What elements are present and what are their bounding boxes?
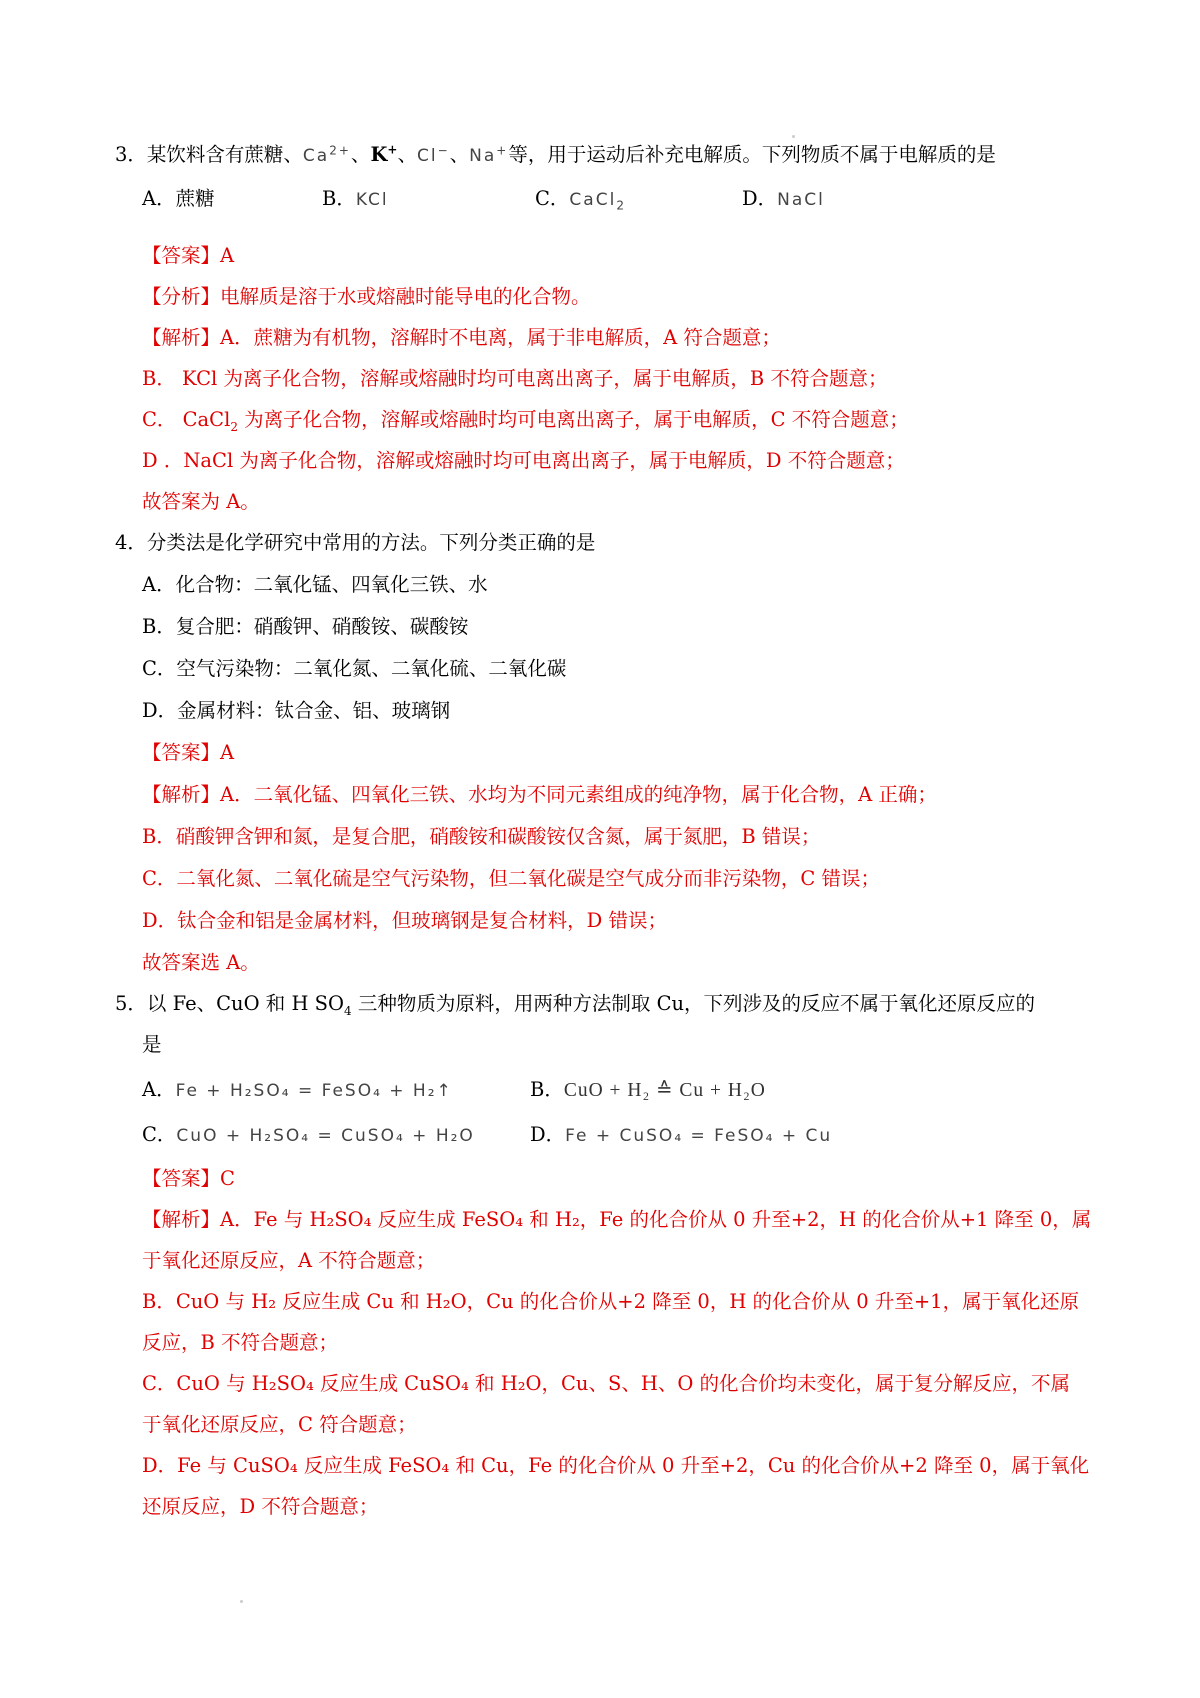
q5-jiexi-a2: 于氧化还原反应，A 不符合题意；	[142, 1249, 436, 1272]
q4-option-a: A．化合物：二氧化锰、四氧化三铁、水	[142, 573, 488, 596]
q5-jiexi-c2: 于氧化还原反应，C 符合题意；	[142, 1413, 417, 1436]
q3-jiexi-d: D ．NaCl 为离子化合物，溶解或熔融时均可电离出离子，属于电解质，D 不符合题意；	[142, 449, 905, 472]
q5-jiexi-b1: B．CuO 与 H₂ 反应生成 Cu 和 H₂O，Cu 的化合价从+2 降至 0，H 的化合价从 0 升至+1，属于氧化还原	[142, 1290, 1080, 1313]
q3-option-b: B．KCl	[322, 187, 389, 210]
q5-jiexi-c1: C．CuO 与 H₂SO₄ 反应生成 CuSO₄ 和 H₂O，Cu、S、H、O 的化合价均未变化，属于复分解反应，不属	[142, 1372, 1071, 1395]
q3-answer: 【答案】A	[142, 244, 235, 267]
q5-jiexi-a1: 【解析】A．Fe 与 H₂SO₄ 反应生成 FeSO₄ 和 H₂，Fe 的化合价从 0 升至+2，H 的化合价从+1 降至 0，属	[142, 1208, 1092, 1231]
q3-jiexi-c: C． CaCl$_2$ 为离子化合物，溶解或熔融时均可电离出离子，属于电解质，C 不符合题意；	[142, 408, 909, 434]
ion-na: Na+	[469, 143, 509, 166]
q4-answer: 【答案】A	[142, 741, 235, 764]
scan-speck	[240, 1600, 243, 1603]
q5-option-b: B．CuO + H₂ ≙ Cu + H₂O	[530, 1078, 766, 1101]
q3-jiexi-b: B． KCl 为离子化合物，溶解或熔融时均可电离出离子，属于电解质，B 不符合题意；	[142, 367, 888, 390]
q3-option-d: D．NaCl	[742, 187, 825, 210]
ion-k: K+	[370, 142, 398, 166]
q3-option-c: C．CaCl$_2$	[535, 187, 626, 213]
q5-stem-line1: 5．以 Fe、CuO 和 H $SO_4$ 三种物质为原料，用两种方法制取 Cu，下列涉及的反应不属于氧化还原反应的	[115, 992, 1036, 1018]
q4-option-b: B．复合肥：硝酸钾、硝酸铵、碳酸铵	[142, 615, 469, 638]
q5-option-c: C．CuO + H₂SO₄ = CuSO₄ + H₂O	[142, 1123, 475, 1146]
q4-jiexi-c: C．二氧化氮、二氧化硫是空气污染物，但二氧化碳是空气成分而非污染物，C 错误；	[142, 867, 881, 890]
scan-speck	[792, 135, 795, 138]
q4-option-d: D．金属材料：钛合金、铝、玻璃钢	[142, 699, 451, 722]
q5-answer: 【答案】C	[142, 1167, 235, 1190]
q4-stem: 4．分类法是化学研究中常用的方法。下列分类正确的是	[115, 531, 596, 554]
q5-option-a: A．Fe + H₂SO₄ = FeSO₄ + H₂↑	[142, 1078, 453, 1101]
q5-jiexi-d1: D．Fe 与 CuSO₄ 反应生成 FeSO₄ 和 Cu，Fe 的化合价从 0 升至+2，Cu 的化合价从+2 降至 0，属于氧化	[142, 1454, 1090, 1477]
ion-cl: Cl−	[416, 143, 450, 166]
q5-option-d: D．Fe + CuSO₄ = FeSO₄ + Cu	[530, 1123, 833, 1146]
q3-jiexi-a: 【解析】A．蔗糖为有机物，溶解时不电离，属于非电解质，A 符合题意；	[142, 326, 781, 349]
q3-option-a: A．蔗糖	[142, 187, 215, 210]
q4-jiexi-a: 【解析】A．二氧化锰、四氧化三铁、水均为不同元素组成的纯净物，属于化合物，A 正确；	[142, 783, 937, 806]
ion-ca: $Ca^{2+}$	[302, 143, 351, 166]
q5-jiexi-d2: 还原反应，D 不符合题意；	[142, 1495, 379, 1518]
q3-analysis: 【分析】电解质是溶于水或熔融时能导电的化合物。	[142, 285, 591, 308]
q5-jiexi-b2: 反应，B 不符合题意；	[142, 1331, 339, 1354]
q5-stem-line2: 是	[142, 1033, 162, 1056]
q3-stem: 3．某饮料含有蔗糖、$Ca^{2+}$、K+、Cl−、Na+等，用于运动后补充电解质。下列物质不属于电解质的是	[115, 142, 996, 166]
q4-option-c: C．空气污染物：二氧化氮、二氧化硫、二氧化碳	[142, 657, 567, 680]
q4-conclusion: 故答案选 A。	[142, 951, 260, 974]
q4-jiexi-b: B．硝酸钾含钾和氮，是复合肥，硝酸铵和碳酸铵仅含氮，属于氮肥，B 错误；	[142, 825, 821, 848]
q4-jiexi-d: D．钛合金和铝是金属材料，但玻璃钢是复合材料，D 错误；	[142, 909, 667, 932]
q3-stem-text: 3．某饮料含有蔗糖、	[115, 143, 303, 166]
q3-conclusion: 故答案为 A。	[142, 490, 260, 513]
